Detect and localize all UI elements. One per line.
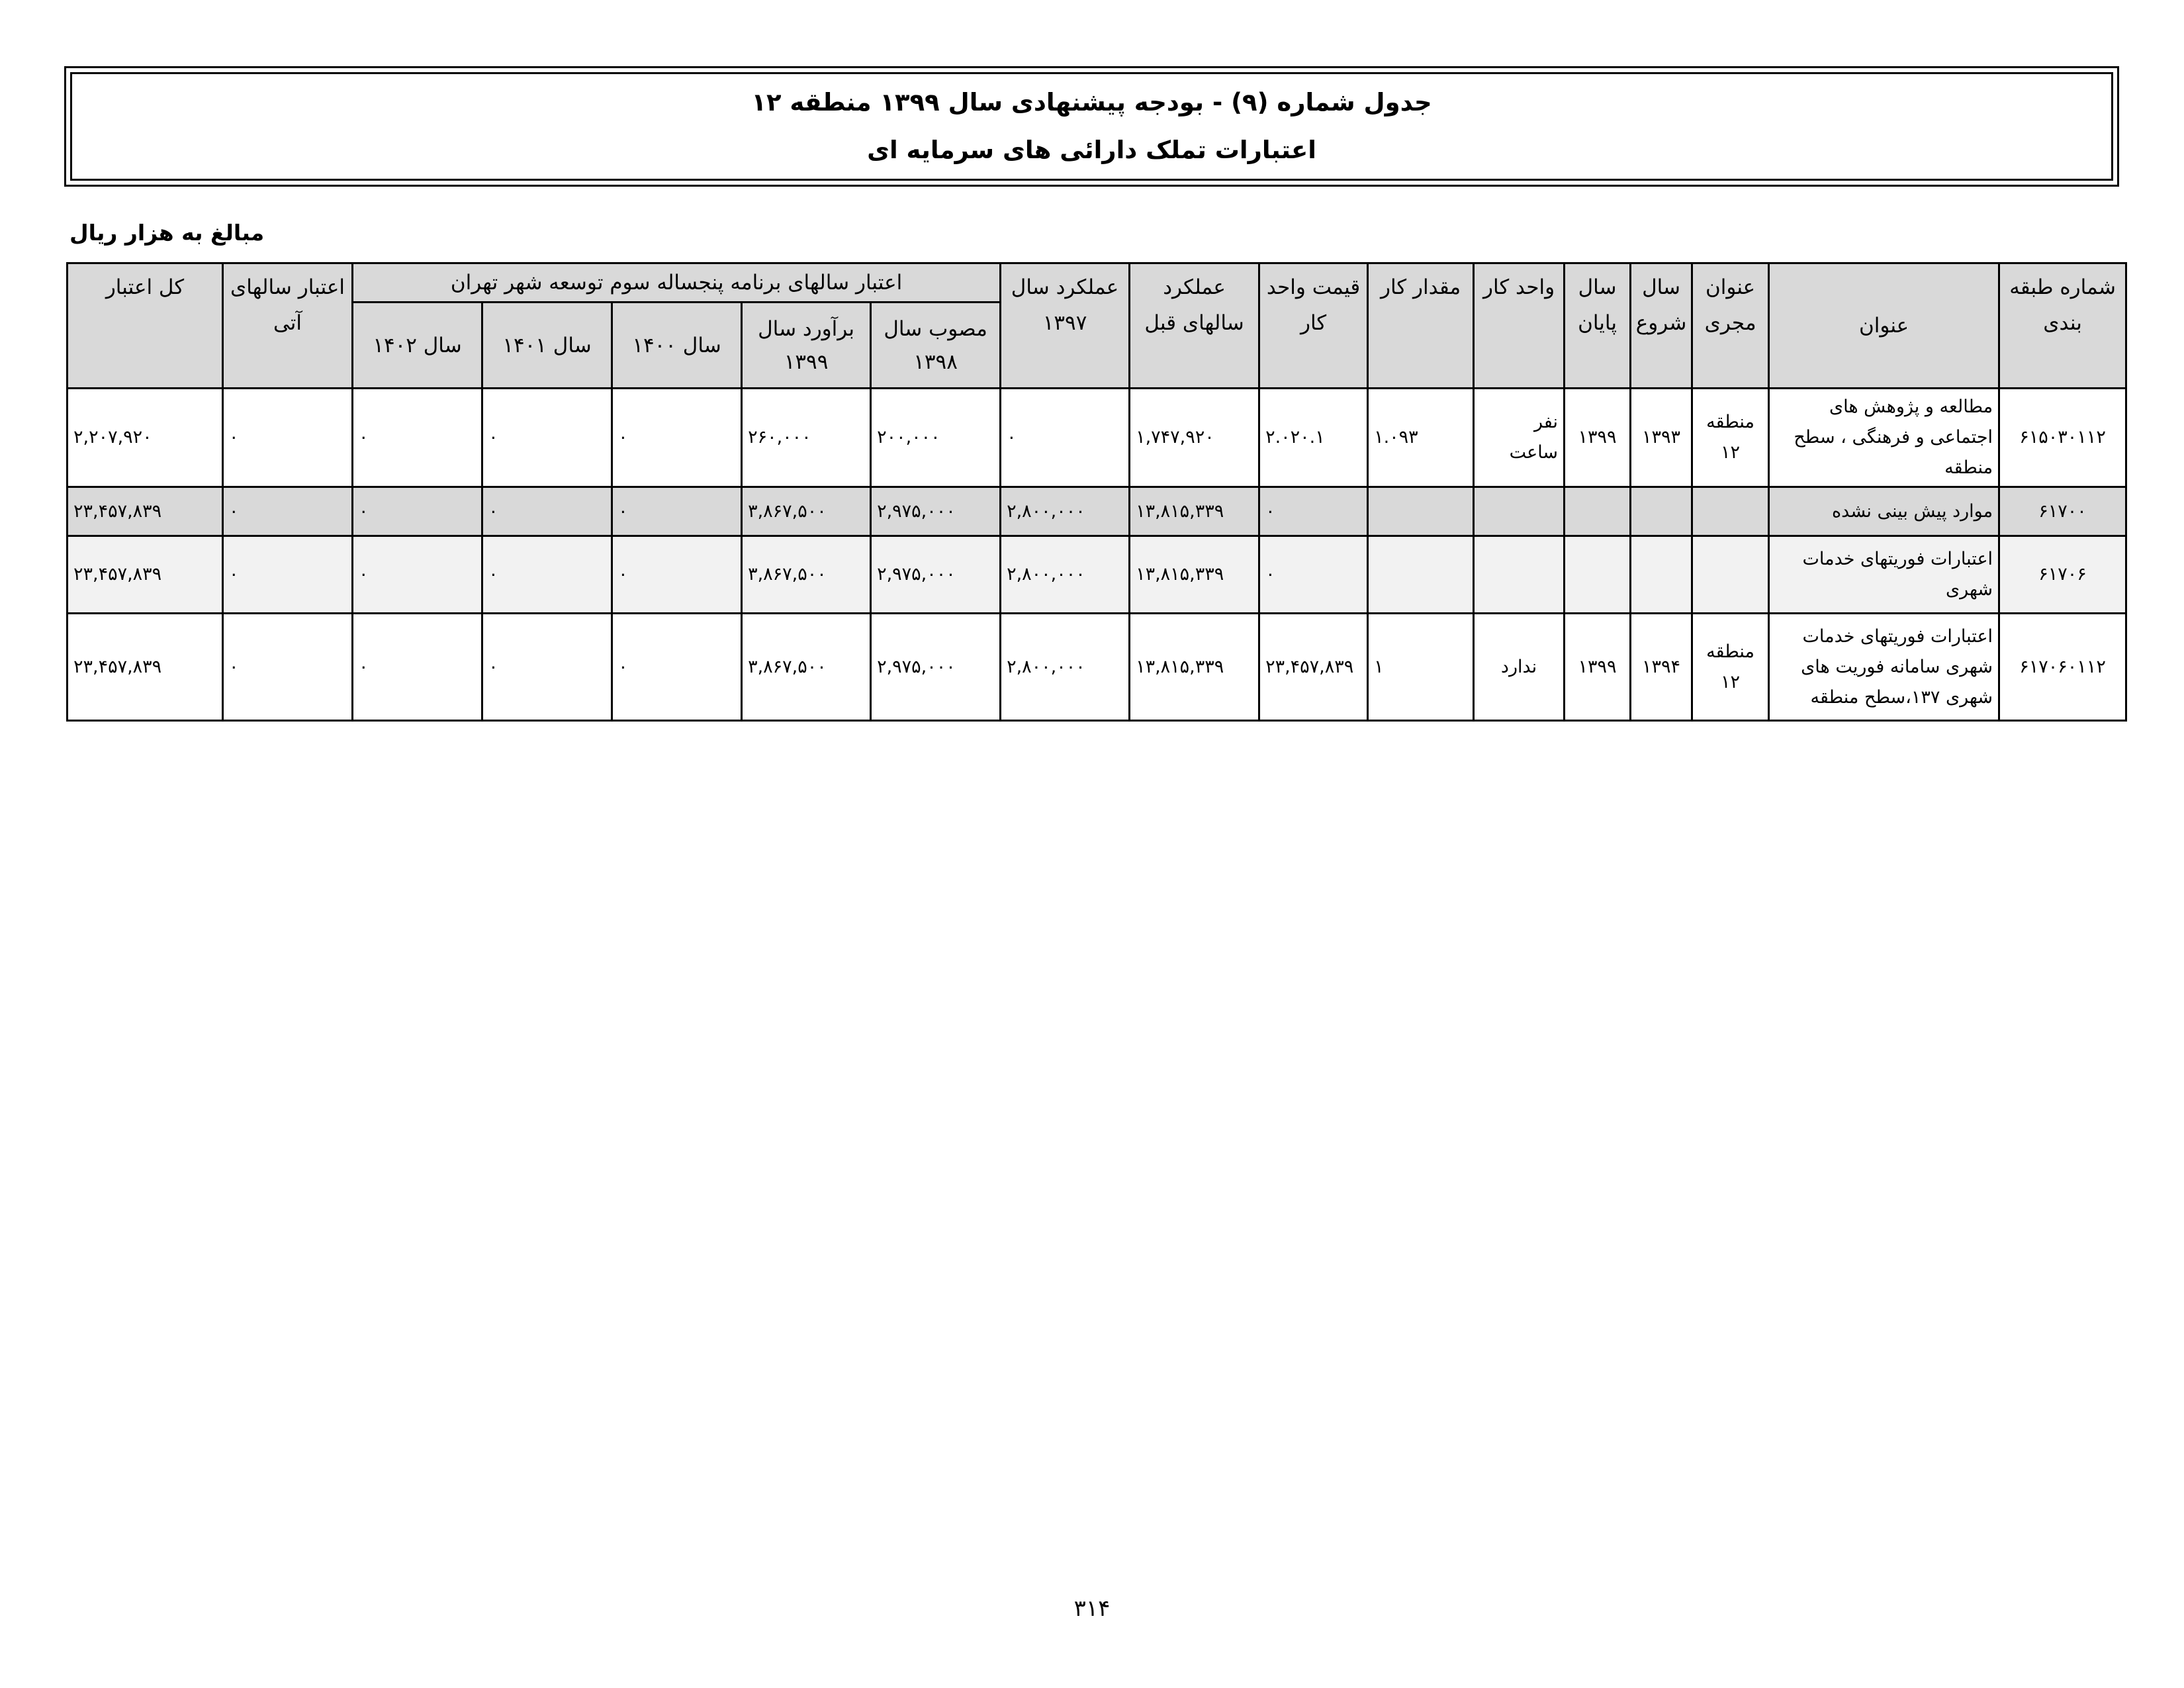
cell-year-1401: ۰ [482,487,612,536]
header-end-year: سال پایان [1565,263,1631,389]
cell-estimate-1399: ۲۶۰,۰۰۰ [742,389,871,487]
cell-performance-1397: ۲,۸۰۰,۰۰۰ [1001,487,1130,536]
cell-class-number: ۶۱۷۰۶۰۱۱۲ [1999,614,2126,721]
cell-performance-1397: ۰ [1001,389,1130,487]
header-performance-1397: عملکرد سال ۱۳۹۷ [1001,263,1130,389]
cell-work-unit [1474,536,1565,614]
cell-year-1402: ۰ [353,536,482,614]
cell-end-year: ۱۳۹۹ [1565,614,1631,721]
header-title: عنوان [1769,263,1999,389]
cell-start-year: ۱۳۹۴ [1631,614,1692,721]
cell-executor [1692,487,1769,536]
cell-year-1402: ۰ [353,389,482,487]
cell-work-amount [1368,536,1474,614]
cell-title: اعتبارات فوریتهای خدمات شهری سامانه فوریت های شهری ۱۳۷،سطح منطقه [1769,614,1999,721]
cell-year-1401: ۰ [482,614,612,721]
cell-prev-performance: ۱,۷۴۷,۹۲۰ [1130,389,1259,487]
table-row [68,487,2126,536]
header-row-1 [68,263,2126,303]
cell-work-amount: ۱ [1368,614,1474,721]
cell-unit-price: ۰ [1259,487,1368,536]
cell-work-unit: ندارد [1474,614,1565,721]
header-year-1402: سال ۱۴۰۲ [353,303,482,389]
header-start-year: سال شروع [1631,263,1692,389]
header-total-credit: کل اعتبار [68,263,223,389]
cell-class-number: ۶۱۵۰۳۰۱۱۲ [1999,389,2126,487]
title-box [64,66,2119,187]
cell-prev-performance: ۱۳,۸۱۵,۳۳۹ [1130,536,1259,614]
cell-start-year: ۱۳۹۳ [1631,389,1692,487]
cell-performance-1397: ۲,۸۰۰,۰۰۰ [1001,536,1130,614]
cell-work-amount: ۱.۰۹۳ [1368,389,1474,487]
cell-prev-performance: ۱۳,۸۱۵,۳۳۹ [1130,487,1259,536]
cell-year-1400: ۰ [612,389,742,487]
cell-end-year: ۱۳۹۹ [1565,389,1631,487]
cell-year-1400: ۰ [612,487,742,536]
cell-total-credit: ۲۳,۴۵۷,۸۳۹ [68,614,223,721]
cell-unit-price: ۲.۰۲۰.۱ [1259,389,1368,487]
cell-class-number: ۶۱۷۰۶ [1999,536,2126,614]
cell-year-1402: ۰ [353,487,482,536]
cell-start-year [1631,487,1692,536]
cell-end-year [1565,536,1631,614]
cell-title: موارد پیش بینی نشده [1769,487,1999,536]
cell-work-amount [1368,487,1474,536]
header-approved-1398: مصوب سال ۱۳۹۸ [871,303,1001,389]
cell-year-1401: ۰ [482,389,612,487]
header-work-amount: مقدار کار [1368,263,1474,389]
header-unit-price: قیمت واحد کار [1259,263,1368,389]
cell-estimate-1399: ۳,۸۶۷,۵۰۰ [742,614,871,721]
table-subtitle: اعتبارات تملک دارائی های سرمایه ای [867,136,1316,164]
cell-end-year [1565,487,1631,536]
cell-unit-price: ۰ [1259,536,1368,614]
page-number: ۳۱۴ [1073,1595,1111,1622]
header-work-unit: واحد کار [1474,263,1565,389]
cell-unit-price: ۲۳,۴۵۷,۸۳۹ [1259,614,1368,721]
currency-unit-note: مبالغ به هزار ریال [69,220,265,246]
cell-future-credit: ۰ [223,614,353,721]
cell-future-credit: ۰ [223,389,353,487]
cell-executor: منطقه ۱۲ [1692,614,1769,721]
cell-title: اعتبارات فوریتهای خدمات شهری [1769,536,1999,614]
cell-approved-1398: ۲,۹۷۵,۰۰۰ [871,614,1001,721]
header-plan-group: اعتبار سالهای برنامه پنجساله سوم توسعه شهر تهران [353,263,1001,303]
table-row [68,536,2126,614]
cell-year-1400: ۰ [612,614,742,721]
cell-total-credit: ۲,۲۰۷,۹۲۰ [68,389,223,487]
cell-approved-1398: ۲,۹۷۵,۰۰۰ [871,536,1001,614]
header-estimate-1399: برآورد سال ۱۳۹۹ [742,303,871,389]
cell-start-year [1631,536,1692,614]
cell-performance-1397: ۲,۸۰۰,۰۰۰ [1001,614,1130,721]
cell-approved-1398: ۲,۹۷۵,۰۰۰ [871,487,1001,536]
budget-table [66,262,2127,722]
cell-approved-1398: ۲۰۰,۰۰۰ [871,389,1001,487]
cell-executor [1692,536,1769,614]
table-title: جدول شماره (۹) - بودجه پیشنهادی سال ۱۳۹۹ منطقه ۱۲ [751,88,1432,117]
cell-work-unit: نفر ساعت [1474,389,1565,487]
table-row [68,614,2126,721]
cell-future-credit: ۰ [223,487,353,536]
cell-year-1400: ۰ [612,536,742,614]
title-inner-frame [70,72,2113,181]
cell-total-credit: ۲۳,۴۵۷,۸۳۹ [68,536,223,614]
cell-estimate-1399: ۳,۸۶۷,۵۰۰ [742,487,871,536]
header-class-number: شماره طبقه بندی [1999,263,2126,389]
cell-work-unit [1474,487,1565,536]
cell-prev-performance: ۱۳,۸۱۵,۳۳۹ [1130,614,1259,721]
cell-class-number: ۶۱۷۰۰ [1999,487,2126,536]
header-prev-performance: عملکرد سالهای قبل [1130,263,1259,389]
cell-executor: منطقه ۱۲ [1692,389,1769,487]
cell-future-credit: ۰ [223,536,353,614]
table-row [68,389,2126,487]
header-executor: عنوان مجری [1692,263,1769,389]
header-future-credit: اعتبار سالهای آتی [223,263,353,389]
cell-year-1402: ۰ [353,614,482,721]
cell-title: مطالعه و پژوهش های اجتماعی و فرهنگی ، سطح منطقه [1769,389,1999,487]
cell-total-credit: ۲۳,۴۵۷,۸۳۹ [68,487,223,536]
cell-estimate-1399: ۳,۸۶۷,۵۰۰ [742,536,871,614]
header-year-1401: سال ۱۴۰۱ [482,303,612,389]
cell-year-1401: ۰ [482,536,612,614]
header-year-1400: سال ۱۴۰۰ [612,303,742,389]
